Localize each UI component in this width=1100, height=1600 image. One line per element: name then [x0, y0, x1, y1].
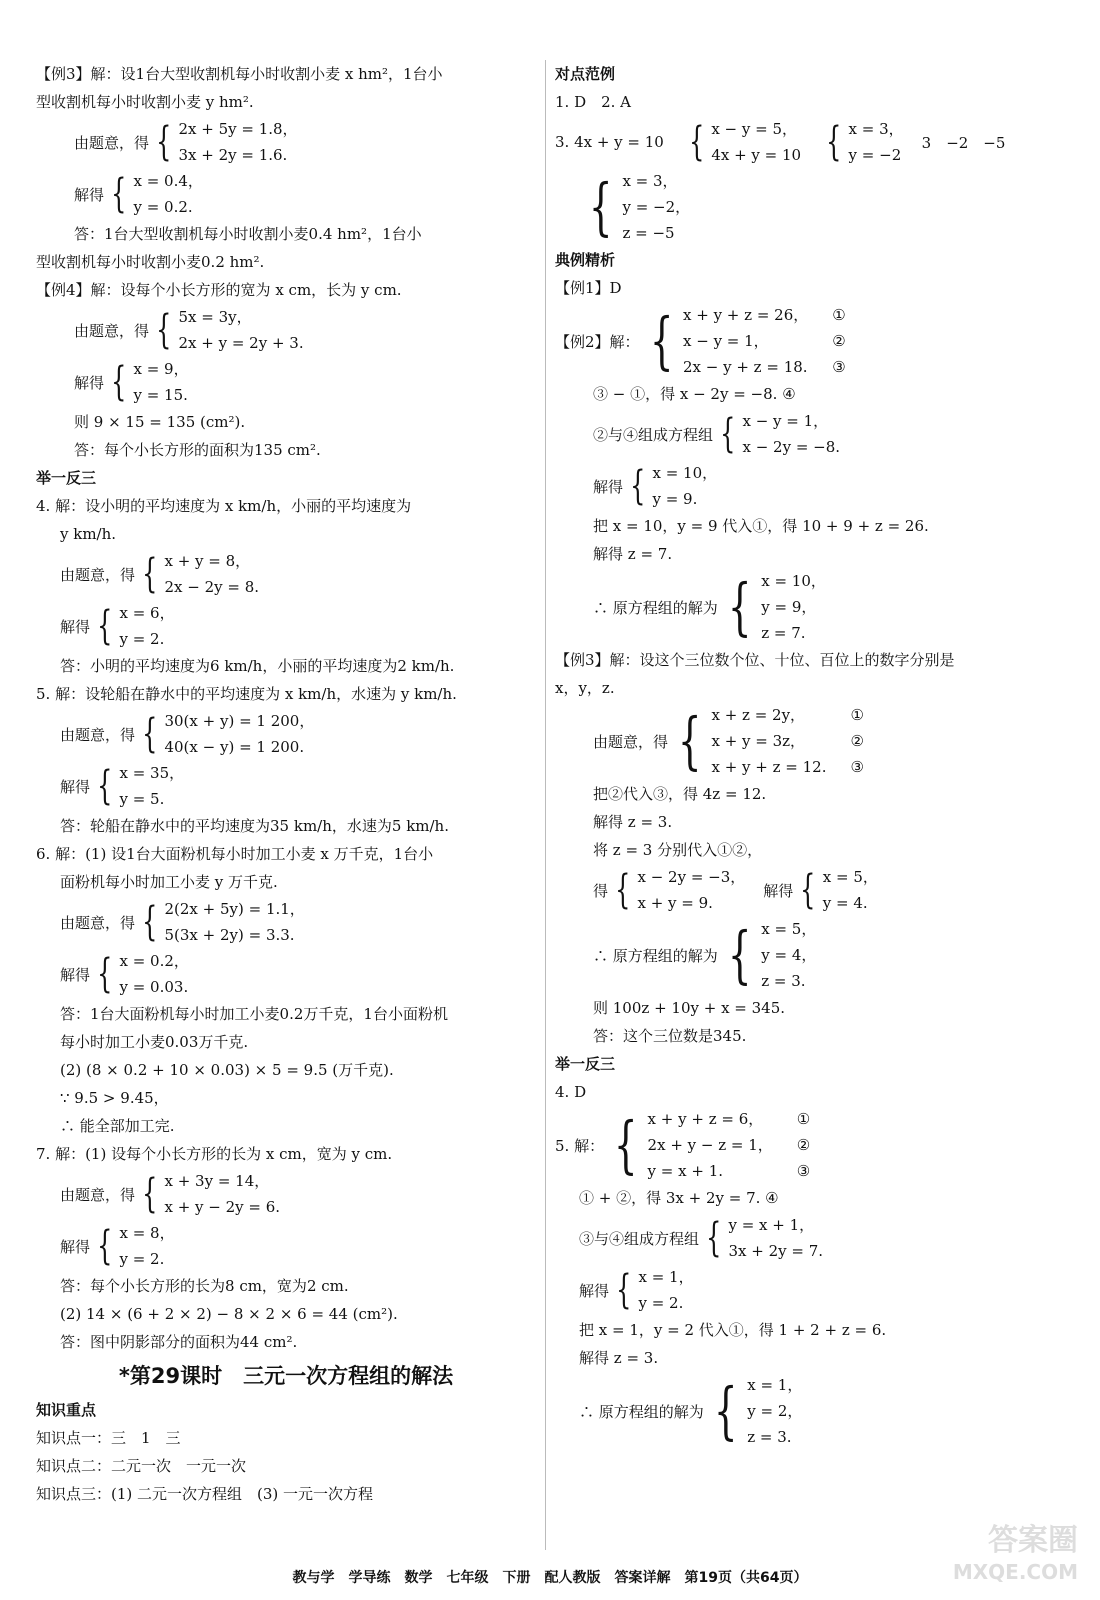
equation: y = 4. [822, 894, 868, 912]
equation: y = 9， [761, 598, 817, 616]
text-line: 答：每个小长方形的长为8 cm，宽为2 cm. [60, 1277, 349, 1295]
text-line: 则 100z + 10y + x = 345. [593, 999, 786, 1017]
brace: { [800, 867, 816, 913]
text-line: 把 x = 1，y = 2 代入①，得 1 + 2 + z = 6. [579, 1321, 887, 1339]
equation-system [555, 1106, 1065, 1184]
text-label: 3 −2 −5 [921, 133, 1006, 152]
answer-3 [555, 116, 1065, 168]
text-label: 由题意，得 [60, 725, 136, 744]
text-line: 答：1台大面粉机每小时加工小麦0.2万千克，1台小面粉机 [60, 1005, 448, 1023]
equation: 40(x − y) = 1 200. [164, 738, 305, 756]
equation: x = 0.2， [119, 952, 189, 970]
equation: x + y − 2y = 6. [164, 1198, 281, 1216]
brace: { [727, 570, 752, 643]
text-line: x，y，z. [555, 679, 615, 697]
brace: { [111, 359, 127, 405]
equation: x + z = 2y， [711, 706, 806, 724]
text-line: 【例4】解：设每个小长方形的宽为 x cm，长为 y cm. [36, 281, 402, 299]
brace: { [156, 307, 172, 353]
brace: { [713, 1374, 738, 1447]
section-heading: 举一反三 [36, 469, 97, 487]
text-label: 解得 [60, 617, 91, 636]
text-label: 由题意，得 [60, 1185, 136, 1204]
equation-system [36, 708, 536, 760]
equation-number: ③ [850, 758, 864, 776]
text-line: 型收割机每小时收割小麦0.2 hm². [36, 253, 265, 271]
text-label: 由题意，得 [60, 913, 136, 932]
text-label: ∴ 原方程组的解为 [593, 946, 718, 965]
equation-system [36, 548, 536, 600]
brace: { [142, 899, 158, 945]
text-line: 【例3】解：设1台大型收割机每小时收割小麦 x hm²，1台小 [36, 65, 443, 83]
text-line: 解得 z = 3. [593, 813, 673, 831]
equation: y = 15. [133, 386, 188, 404]
section-heading: 对点范例 [555, 65, 616, 83]
equation: z = 7. [761, 624, 806, 642]
equation: x − 2y = −8. [742, 438, 841, 456]
equation: 2x + 5y = 1.8， [178, 120, 298, 138]
equation: y = 5. [119, 790, 165, 808]
equation-system [555, 1212, 1065, 1264]
equation: 2x + y = 2y + 3. [178, 334, 304, 352]
equation-system [555, 302, 1065, 380]
knowledge-point: 知识点二：二元一次 一元一次 [36, 1457, 247, 1475]
brace: { [688, 119, 705, 165]
text-line: (2) (8 × 0.2 + 10 × 0.03) × 5 = 9.5 (万千克). [60, 1061, 394, 1079]
brace: { [826, 119, 842, 165]
text-label: 解得 [60, 777, 91, 796]
equation-system [555, 408, 1065, 460]
equation: z = 3. [761, 972, 806, 990]
text-line: 则 9 × 15 = 135 (cm²). [74, 413, 246, 431]
brace: { [97, 763, 113, 809]
text-label: ③与④组成方程组 [579, 1229, 700, 1248]
text-line: 【例3】解：设这个三位数个位、十位、百位上的数字分别是 [555, 651, 955, 669]
equation: x = 5， [822, 868, 878, 886]
equation-system [36, 116, 536, 168]
equation: y = x + 1. [647, 1162, 724, 1180]
equation-system [555, 916, 1065, 994]
equation: x = 6， [119, 604, 175, 622]
equation-system [555, 702, 1065, 780]
equation: x + 3y = 14， [164, 1172, 270, 1190]
text-label: 5. 解： [555, 1136, 605, 1155]
brace: { [142, 1171, 158, 1217]
lesson-title: *第29课时 三元一次方程组的解法 [118, 1364, 454, 1388]
equation: y = 0.03. [119, 978, 189, 996]
equation: x = 3， [848, 120, 904, 138]
text-label: 解得 [60, 1237, 91, 1256]
text-line: 型收割机每小时收割小麦 y hm². [36, 93, 254, 111]
equation: y = −2， [622, 198, 691, 216]
brace: { [727, 918, 752, 991]
equation: 3x + 2y = 7. [728, 1242, 824, 1260]
brace: { [649, 304, 674, 377]
equation-number: ③ [832, 358, 846, 376]
text-label: ∴ 原方程组的解为 [593, 598, 718, 617]
text-line: 答：轮船在静水中的平均速度为35 km/h，水速为5 km/h. [60, 817, 449, 835]
equation: z = 3. [747, 1428, 792, 1446]
equation: y = 0.2. [133, 198, 193, 216]
equation: x = 0.4， [133, 172, 203, 190]
text-line: 【例1】D [555, 279, 622, 297]
equation: 2(2x + 5y) = 1.1， [164, 900, 305, 918]
equation: y = 2， [747, 1402, 803, 1420]
text-line: 1. D 2. A [555, 93, 632, 111]
equation: x = 1， [638, 1268, 694, 1286]
equation-number: ② [832, 332, 846, 350]
text-line: ∴ 能全部加工完. [60, 1117, 175, 1135]
section-heading: 知识重点 [36, 1401, 97, 1419]
text-line: 4. D [555, 1083, 587, 1101]
equation: 5(3x + 2y) = 3.3. [164, 926, 295, 944]
equation: x − 2y = −3， [637, 868, 746, 886]
equation: x = 35， [119, 764, 185, 782]
equation: 5x = 3y， [178, 308, 252, 326]
equation-system [555, 1264, 1065, 1316]
equation-number: ① [796, 1110, 811, 1128]
equation: x = 8， [119, 1224, 175, 1242]
equation: 2x + y − z = 1， [647, 1136, 773, 1154]
equation: y = x + 1， [728, 1216, 815, 1234]
text-line: 答：小明的平均速度为6 km/h，小丽的平均速度为2 km/h. [60, 657, 455, 675]
text-line: 5. 解：设轮船在静水中的平均速度为 x km/h，水速为 y km/h. [36, 685, 457, 703]
brace: { [97, 951, 113, 997]
equation: 4x + y = 10 [711, 146, 802, 164]
equation-number: ③ [796, 1162, 811, 1180]
equation: x − y = 1， [683, 332, 769, 350]
brace: { [615, 867, 631, 913]
equation-system [36, 168, 536, 220]
page-footer: 教与学 学导练 数学 七年级 下册 配人教版 答案详解 第19页（共64页） [292, 1570, 808, 1586]
brace: { [677, 704, 702, 777]
column-divider [545, 60, 546, 1550]
text-label: 解得 [60, 965, 91, 984]
text-line: 解得 z = 3. [579, 1349, 659, 1367]
equation: x + y = 9. [637, 894, 713, 912]
text-label: 得 [593, 881, 609, 900]
text-line: 答：每个小长方形的面积为135 cm². [74, 441, 321, 459]
equation: 2x − y + z = 18. [683, 358, 808, 376]
equation: x − y = 5， [711, 120, 797, 138]
text-line: 把 x = 10，y = 9 代入①，得 10 + 9 + z = 26. [593, 517, 929, 535]
brace: { [720, 411, 736, 457]
text-label: 由题意，得 [593, 732, 669, 751]
equation-system [36, 948, 536, 1000]
equation: x + y + z = 12. [711, 758, 827, 776]
right-column [555, 60, 1065, 1450]
equation-system [555, 568, 1065, 646]
text-line: ③ − ①，得 x − 2y = −8. ④ [593, 385, 796, 403]
knowledge-point: 知识点三：(1) 二元一次方程组 (3) 一元一次方程 [36, 1485, 374, 1503]
equation-system [36, 1168, 536, 1220]
equation: x + y = 3z， [711, 732, 806, 750]
text-label: 【例2】解： [555, 332, 640, 351]
equation: y = 9. [652, 490, 698, 508]
watermark-logo: 答案圈 [988, 1523, 1078, 1558]
equation-system [555, 460, 1065, 512]
text-line: ① + ②，得 3x + 2y = 7. ④ [579, 1189, 779, 1207]
equation-system [555, 864, 1065, 916]
text-line: 把②代入③，得 4z = 12. [593, 785, 767, 803]
knowledge-point: 知识点一：三 1 三 [36, 1429, 181, 1447]
text-label: 3. 4x + y = 10 [555, 133, 664, 151]
equation: x = 5， [761, 920, 817, 938]
brace: { [613, 1108, 638, 1181]
text-line: 答：1台大型收割机每小时收割小麦0.4 hm²，1台小 [74, 225, 422, 243]
text-line: 面粉机每小时加工小麦 y 万千克. [60, 873, 278, 891]
text-line: 将 z = 3 分别代入①②， [593, 841, 763, 859]
equation: y = 2. [119, 1250, 165, 1268]
text-line: 4. 解：设小明的平均速度为 x km/h，小丽的平均速度为 [36, 497, 412, 515]
text-label: 由题意，得 [60, 565, 136, 584]
section-heading: 典例精析 [555, 251, 616, 269]
brace: { [630, 463, 646, 509]
text-line: (2) 14 × (6 + 2 × 2) − 8 × 2 × 6 = 44 (cm²). [60, 1305, 398, 1323]
equation: 2x − 2y = 8. [164, 578, 260, 596]
brace: { [588, 170, 613, 243]
text-line: 7. 解：(1) 设每个小长方形的长为 x cm，宽为 y cm. [36, 1145, 393, 1163]
equation-system [36, 896, 536, 948]
text-line: ∵ 9.5 > 9.45， [60, 1089, 169, 1107]
equation: x + y + z = 6， [647, 1110, 764, 1128]
equation-system [36, 356, 536, 408]
brace: { [97, 1223, 113, 1269]
brace: { [142, 551, 158, 597]
equation-system [36, 1220, 536, 1272]
text-line: 答：图中阴影部分的面积为44 cm². [60, 1333, 298, 1351]
brace: { [97, 603, 113, 649]
text-label: ②与④组成方程组 [593, 425, 714, 444]
equation-system [555, 1372, 1065, 1450]
equation: x = 3， [622, 172, 678, 190]
equation: x = 9， [133, 360, 189, 378]
equation: x + y = 8， [164, 552, 251, 570]
equation: x − y = 1， [742, 412, 829, 430]
equation-number: ② [796, 1136, 811, 1154]
left-column [36, 60, 536, 1508]
equation: x = 1， [747, 1376, 803, 1394]
equation: 30(x + y) = 1 200， [164, 712, 315, 730]
equation: 3x + 2y = 1.6. [178, 146, 288, 164]
text-label: 解得 [74, 185, 105, 204]
equation: x = 10， [652, 464, 718, 482]
equation: y = −2 [848, 146, 902, 164]
text-label: ∴ 原方程组的解为 [579, 1402, 704, 1421]
brace: { [156, 119, 172, 165]
text-line: 答：这个三位数是345. [593, 1027, 747, 1045]
text-label: 解得 [763, 881, 794, 900]
equation-system [36, 600, 536, 652]
text-label: 由题意，得 [74, 133, 150, 152]
text-line: 每小时加工小麦0.03万千克. [60, 1033, 249, 1051]
text-label: 解得 [593, 477, 624, 496]
text-label: 解得 [74, 373, 105, 392]
text-line: 6. 解：(1) 设1台大面粉机每小时加工小麦 x 万千克，1台小 [36, 845, 434, 863]
equation: y = 2. [119, 630, 165, 648]
equation-number: ① [832, 306, 846, 324]
equation-system [555, 168, 1065, 246]
equation: x = 10， [761, 572, 826, 590]
brace: { [142, 711, 158, 757]
equation-number: ① [850, 706, 864, 724]
equation-system [36, 304, 536, 356]
watermark-url: MXQE.COM [952, 1560, 1078, 1584]
section-heading: 举一反三 [555, 1055, 616, 1073]
equation: x + y + z = 26， [683, 306, 809, 324]
equation: z = −5 [622, 224, 675, 242]
equation-system [36, 760, 536, 812]
equation: y = 2. [638, 1294, 684, 1312]
brace: { [616, 1267, 632, 1313]
text-line: y km/h. [60, 525, 117, 543]
equation-number: ② [850, 732, 864, 750]
brace: { [111, 171, 127, 217]
text-label: 由题意，得 [74, 321, 150, 340]
text-line: 解得 z = 7. [593, 545, 673, 563]
text-label: 解得 [579, 1281, 610, 1300]
equation: y = 4， [761, 946, 817, 964]
brace: { [706, 1215, 722, 1261]
